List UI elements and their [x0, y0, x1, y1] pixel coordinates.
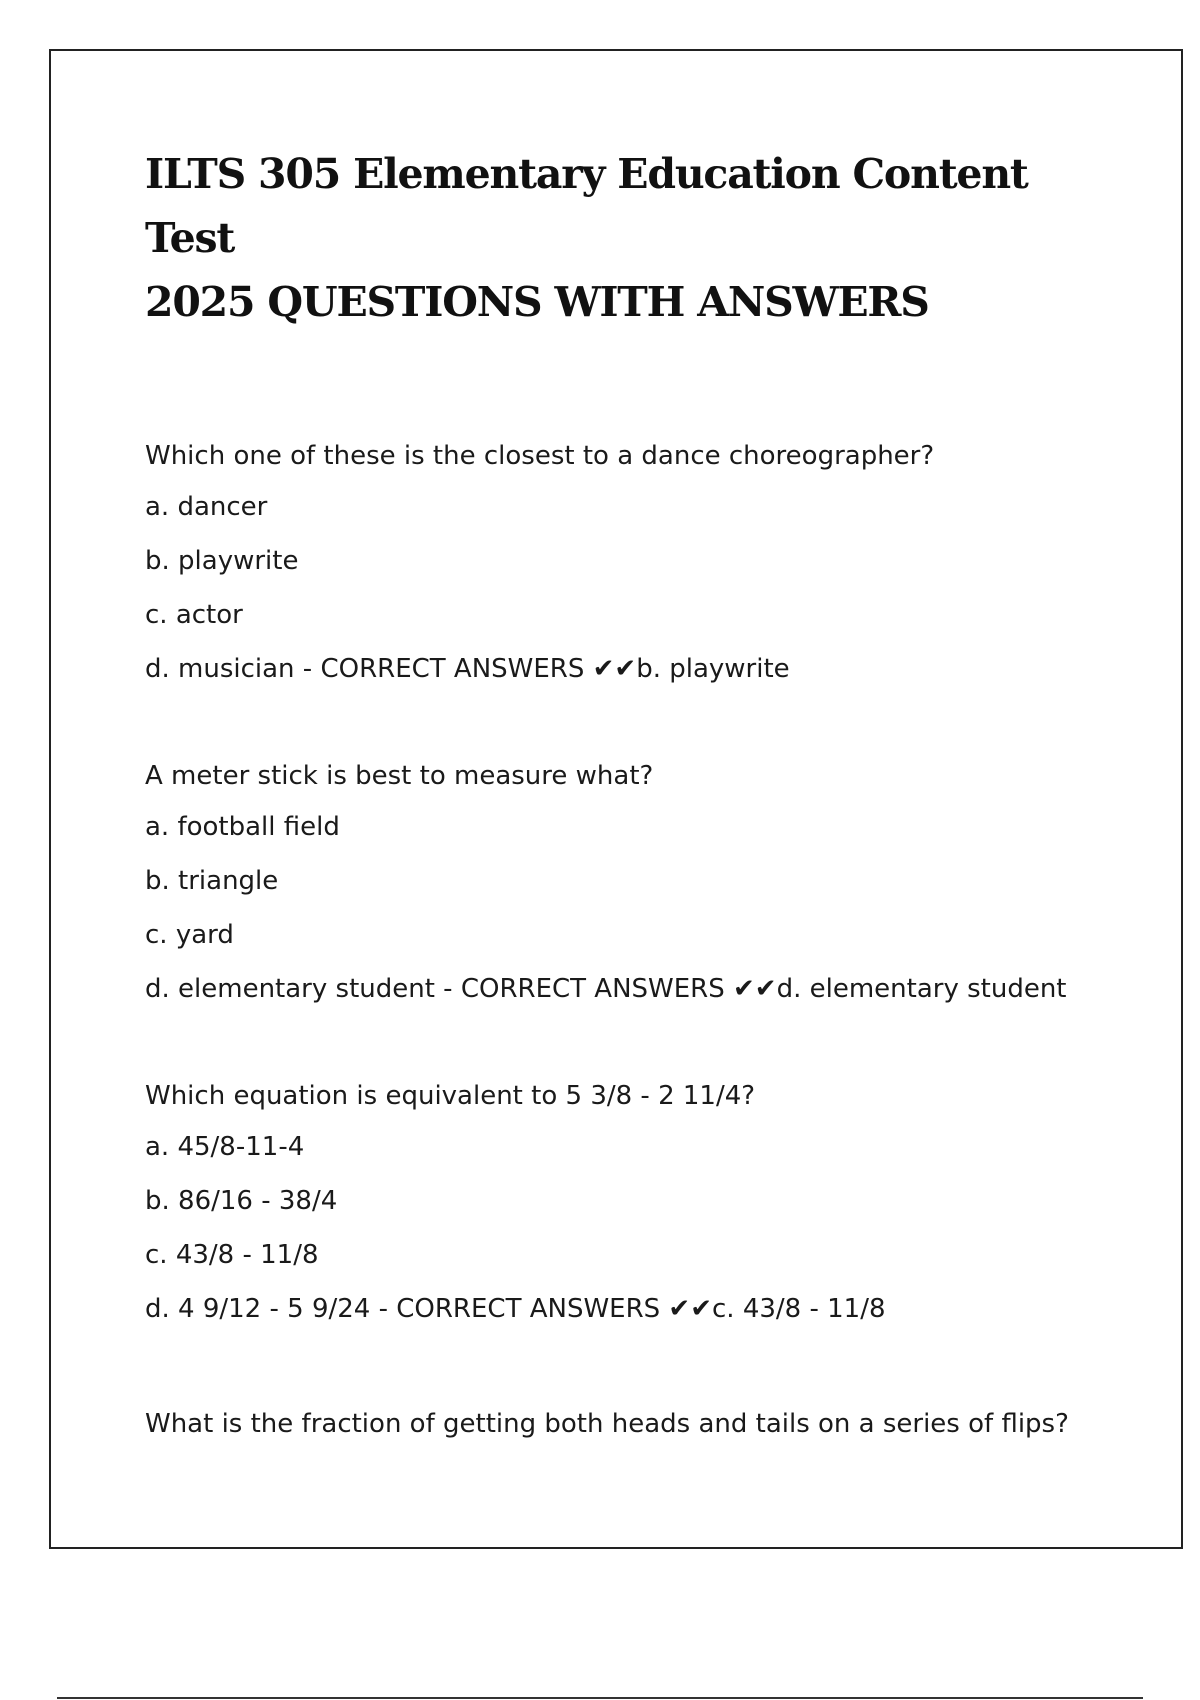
option-a: a. dancer [145, 492, 268, 522]
document-content [145, 142, 1095, 1457]
option-b: b. 86/16 - 38/4 [145, 1186, 338, 1216]
question-text: Which one of these is the closest to a dance choreographer? [145, 441, 935, 471]
question-1 [145, 437, 1095, 687]
question-3 [145, 1077, 1095, 1327]
title-line-2: 2025 QUESTIONS WITH ANSWERS [145, 278, 929, 326]
option-b: b. triangle [145, 866, 279, 896]
option-a: a. football field [145, 812, 340, 842]
document-title [145, 142, 1095, 334]
title-line-1: ILTS 305 Elementary Education Content Test [145, 150, 1028, 262]
footer-divider [57, 1697, 1143, 1699]
question-text: A meter stick is best to measure what? [145, 761, 654, 791]
option-d-with-answer: d. 4 9/12 - 5 9/24 - CORRECT ANSWERS ✔✔c. 43/8 - 11/8 [145, 1294, 886, 1324]
option-c: c. 43/8 - 11/8 [145, 1240, 319, 1270]
option-c: c. yard [145, 920, 234, 950]
option-c: c. actor [145, 600, 243, 630]
question-2 [145, 757, 1095, 1007]
option-d-with-answer: d. elementary student - CORRECT ANSWERS ✔✔d. elementary student [145, 974, 1067, 1004]
option-a: a. 45/8-11-4 [145, 1132, 305, 1162]
question-text: What is the fraction of getting both heads and tails on a series of flips? [145, 1409, 1069, 1439]
question-text: Which equation is equivalent to 5 3/8 - 2 11/4? [145, 1081, 756, 1111]
option-b: b. playwrite [145, 546, 299, 576]
option-d-with-answer: d. musician - CORRECT ANSWERS ✔✔b. playwrite [145, 654, 790, 684]
question-4 [145, 1405, 1095, 1443]
